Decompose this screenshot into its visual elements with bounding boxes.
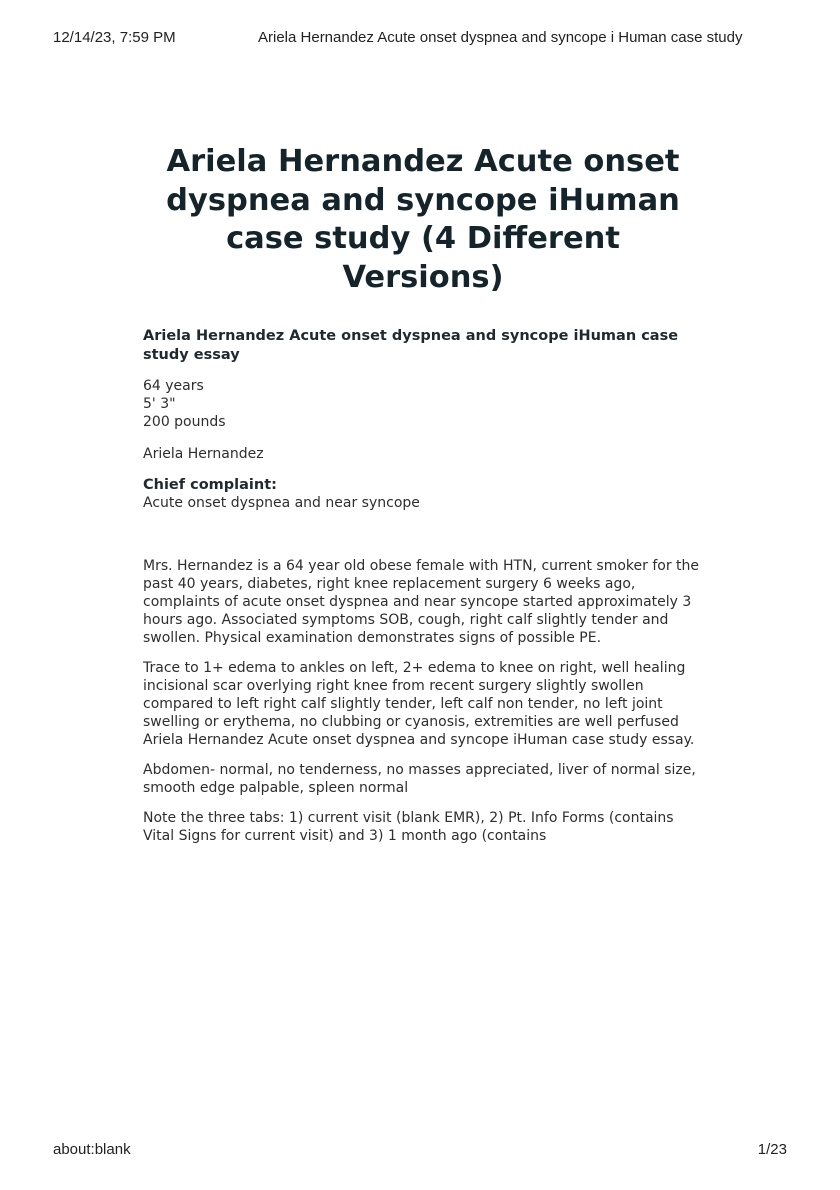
print-header — [53, 29, 800, 49]
document-subtitle: Ariela Hernandez Acute onset dyspnea and syncope iHuman case study essay — [143, 328, 679, 363]
paragraph-exam-extremities: Trace to 1+ edema to ankles on left, 2+ edema to knee on right, well healing incisional scar overlying right knee from recent surgery slightly swollen compared to left right calf slightly tender, left calf non tender, no left joint swelling or erythema, no clubbing or cyanosis, extremities are well perfused Ariela Hernandez Acute onset dyspnea and syncope iHuman case study essay. — [143, 660, 695, 748]
page-title: Ariela Hernandez Acute onset dyspnea and syncope iHuman case study (4 Different Versions) — [166, 144, 680, 295]
chief-complaint-label: Chief complaint: — [143, 477, 277, 493]
chief-complaint-text: Acute onset dyspnea and near syncope — [143, 495, 420, 511]
print-document-title: Ariela Hernandez Acute onset dyspnea and syncope i Human case study — [258, 29, 743, 46]
patient-height: 5' 3" — [143, 396, 176, 412]
paragraph-tabs-note: Note the three tabs: 1) current visit (blank EMR), 2) Pt. Info Forms (contains Vital Signs for current visit) and 3) 1 month ago (contains — [143, 810, 674, 844]
print-footer — [53, 1141, 787, 1161]
page-number: 1/23 — [757, 1141, 787, 1158]
paragraph-exam-abdomen: Abdomen- normal, no tenderness, no masses appreciated, liver of normal size, smooth edge palpable, spleen normal — [143, 762, 696, 796]
patient-name: Ariela Hernandez — [143, 446, 264, 462]
print-url: about:blank — [53, 1141, 131, 1158]
paragraph-history: Mrs. Hernandez is a 64 year old obese female with HTN, current smoker for the past 40 years, diabetes, right knee replacement surgery 6 weeks ago, complaints of acute onset dyspnea and near syncope started approximately 3 hours ago. Associated symptoms SOB, cough, right calf slightly tender and swollen. Physical examination demonstrates signs of possible PE. — [143, 558, 700, 646]
document-body — [143, 143, 703, 845]
patient-weight: 200 pounds — [143, 414, 226, 430]
print-datetime: 12/14/23, 7:59 PM — [53, 29, 176, 46]
patient-demographics — [143, 377, 703, 431]
patient-age: 64 years — [143, 378, 204, 394]
